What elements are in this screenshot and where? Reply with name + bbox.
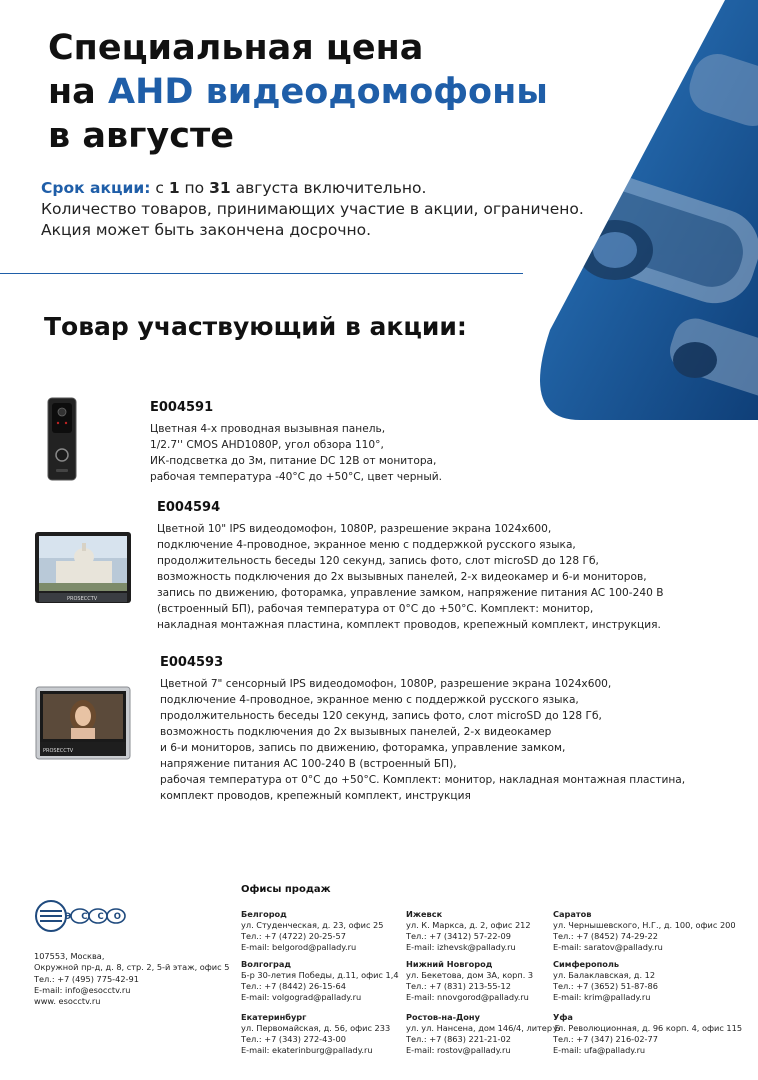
title-highlight: AHD видеодомофоны: [108, 72, 548, 112]
product-code-1: E004591: [150, 400, 214, 415]
monitor-10-image: [34, 531, 132, 604]
title-line-1: Специальная цена: [48, 28, 424, 68]
office-belgorod: Белгород ул. Студенческая, д. 23, офис 25 Тел.: +7 (4722) 20-25-57 E-mail: belgorod@pallady.ru: [241, 909, 384, 952]
hq-email[interactable]: E-mail: info@esocctv.ru: [34, 984, 131, 995]
office-volgograd: Волгоград Б-р 30-летия Победы, д.11, офис 1,4 Тел.: +7 (8442) 26-15-64 E-mail: volgograd@pallady.ru: [241, 959, 399, 1002]
title-line-3: в августе: [48, 116, 234, 156]
office-simferopol: Симферополь ул. Балаклавская, д. 12 Тел.: +7 (3652) 51-87-86 E-mail: krim@pallady.ru: [553, 959, 658, 1002]
office-ufa: Уфа ул. Революционная, д. 96 корп. 4, офис 115 Тел.: +7 (347) 216-02-77 E-mail: ufa@pallady.ru: [553, 1012, 743, 1055]
product-desc-3: Цветной 7" сенсорный IPS видеодомофон, 1080P, разрешение экрана 1024х600, подключение 4-проводное, экранное меню с поддержкой русского языка, продолжительность беседы 120 секунд, запись фото, слот microSD до 128 Гб, возможность подключения до 2х вызывных панелей, 2-х видеокамер и 6-и мониторов, запись по движению, фоторамка, управление замком, напряжение питания AC 100-240 В (встроенный БП), рабочая температура от 0°С до +50°С. Комплект: монитор, накладная монтажная пластина, комплект проводов, крепежный комплект, инструкция: [160, 678, 686, 802]
promo-early-end-line: Акция может быть закончена досрочно.: [41, 221, 372, 239]
section-title: Товар участвующий в акции:: [44, 312, 467, 341]
product-code-2: E004594: [157, 500, 221, 515]
term-label: Срок акции:: [41, 179, 151, 197]
product-desc-2: Цветной 10" IPS видеодомофон, 1080P, разрешение экрана 1024х600, подключение 4-проводное, экранное меню с поддержкой русского языка, продолжительность беседы 120 секунд, запись фото, слот microSD до 128 Гб, возможность подключения до 2х вызывных панелей, 2-х видеокамер и 6-и мониторов, запись по движению, фоторамка, управление замком, напряжение питания AC 100-240 В (встроенный БП), рабочая температура от 0°С до +50°С. Комплект: монитор, накладная монтажная пластина, комплект проводов, крепежный комплект, инструкция.: [157, 523, 664, 631]
product-desc-1: Цветная 4-х проводная вызывная панель, 1/2.7'' CMOS AHD1080P, угол обзора 110°, ИК-подсветка до 3м, питание DC 12В от монитора, рабочая температура -40°С до +50°С, цвет черный.: [150, 423, 442, 483]
monitor-7-brand: PROSECCTV: [43, 748, 74, 754]
office-saratov: Саратов ул. Чернышевского, Н.Г., д. 100, офис 200 Тел.: +7 (8452) 74-29-22 E-mail: saratov@pallady.ru: [553, 909, 736, 952]
title-line-2: на AHD видеодомофоны: [48, 72, 548, 112]
monitor-7-image: [35, 686, 131, 760]
promo-terms: [41, 178, 584, 241]
office-ekaterinburg: Екатеринбург ул. Первомайская, д. 56, офис 233 Тел.: +7 (343) 272-43-00 E-mail: ekaterinburg@pallady.ru: [241, 1012, 391, 1055]
hq-website[interactable]: www. esocctv.ru: [34, 996, 101, 1007]
product-code-3: E004593: [160, 655, 224, 670]
esso-logo: [34, 898, 134, 934]
hq-address: 107553, Москва, Окружной пр-д, д. 8, стр. 2, 5-й этаж, офис 5 Тел.: +7 (495) 775-42-91 E-mail: info@esocctv.ru www. esocctv.ru: [34, 951, 230, 1007]
office-nizhny-novgorod: Нижний Новгород ул. Бекетова, дом 3А, корп. 3 Тел.: +7 (831) 213-55-12 E-mail: nnovgorod@pallady.ru: [406, 959, 534, 1002]
logo-text: ЭССО: [65, 912, 131, 922]
offices-title: Офисы продаж: [241, 884, 331, 895]
office-izhevsk: Ижевск ул. К. Маркса, д. 2, офис 212 Тел.: +7 (3412) 57-22-09 E-mail: izhevsk@pallady.ru: [406, 909, 531, 952]
call-panel-image: [47, 397, 77, 481]
section-divider: [0, 273, 523, 274]
promo-term-line: Срок акции: с 1 по 31 августа включительно.: [41, 179, 427, 197]
office-rostov: Ростов-на-Дону ул. ул. Нансена, дом 146/4, литер Б Тел.: +7 (863) 221-21-02 E-mail: rostov@pallady.ru: [406, 1012, 561, 1055]
monitor-10-brand: PROSECCTV: [67, 596, 98, 602]
page-title: [48, 26, 548, 158]
promo-limit-line: Количество товаров, принимающих участие в акции, ограничено.: [41, 200, 584, 218]
